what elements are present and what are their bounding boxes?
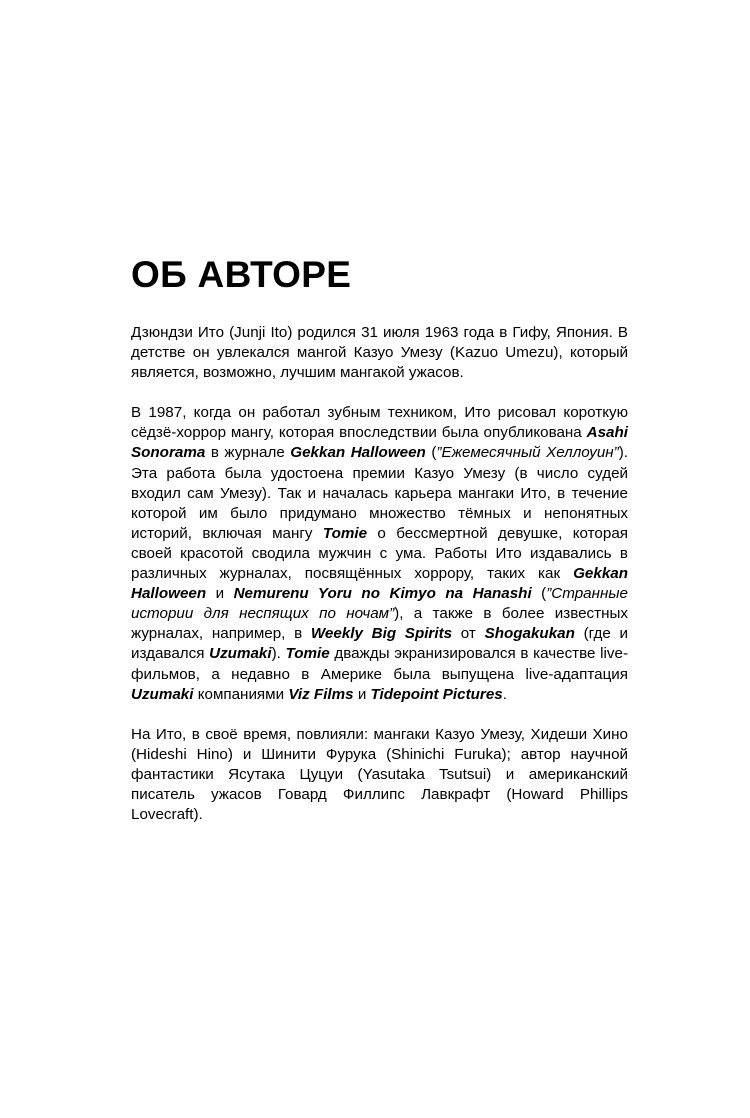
page-content [131, 253, 628, 845]
text-run: ( [531, 585, 547, 603]
emphasized-title: Asahi Sonorama [131, 424, 628, 462]
emphasized-title: Gekkan Halloween [290, 444, 426, 462]
body-text [131, 323, 628, 825]
text-run: Дзюндзи Ито (Junji Ito) родился 31 июля 1963 года в Гифу, Япония. В детстве он увлекался мангой Казуо Умезу (Kazuo Umezu), который является, возможно, лучшим мангакой ужасов. [131, 324, 628, 382]
translated-title: ”Ежемесячный Хеллоуин” [436, 444, 619, 462]
emphasized-title: Uzumaki [131, 685, 194, 703]
text-run: дважды экранизировался в качестве live-фильмов, а недавно в Америке была выпущена live-адаптация [131, 645, 628, 683]
text-run: ), а также в более известных журналах, например, в [131, 605, 628, 643]
emphasized-title: Gekkan Halloween [131, 565, 628, 603]
text-run: и [353, 685, 371, 703]
text-run: . [502, 685, 507, 703]
text-run: ( [425, 444, 437, 462]
emphasized-title: Uzumaki [209, 645, 272, 663]
text-run: В 1987, когда он работал зубным техником, Ито рисовал короткую сёдзё-хоррор мангу, которая впоследствии была опубликована [131, 404, 628, 442]
emphasized-title: Weekly Big Spirits [310, 625, 453, 643]
emphasized-title: Nemurenu Yoru no Kimyo na Hanashi [233, 585, 532, 603]
text-run: в журнале [205, 444, 291, 462]
text-run: На Ито, в своё время, повлияли: мангаки Казуо Умезу, Хидеши Хино (Hideshi Hino) и Шинити Фурука (Shinichi Furuka); автор научной фантастики Ясутака Цуцуи (Yasutaka Tsutsui) и американский писатель ужасов Говард Филлипс Лавкрафт (Howard Phillips Lovecraft). [131, 725, 628, 824]
emphasized-title: Tomie [285, 645, 330, 663]
translated-title: ”Странные истории для неспящих по ночам” [131, 585, 628, 623]
text-run: (где и издавался [131, 625, 628, 663]
emphasized-title: Viz Films [288, 685, 354, 703]
text-run: ). [271, 645, 286, 663]
text-run: компаниями [193, 685, 289, 703]
emphasized-title: Tidepoint Pictures [370, 685, 503, 703]
emphasized-title: Shogakukan [484, 625, 575, 643]
emphasized-title: Tomie [322, 524, 368, 542]
text-run: о бессмертной девушке, которая своей красотой сводила мужчин с ума. Работы Ито издавались в различных журналах, посвящённых хоррору, таких как [131, 524, 628, 583]
paragraph-influences [131, 725, 628, 825]
paragraph-career [131, 403, 628, 704]
text-run: ). Эта работа была удостоена премии Казуо Умезу (в число судей входил сам Умезу). Так и началась карьера мангаки Ито, в течение которой им было придумано множество тёмных и непонятных историй, включая мангу [131, 444, 628, 542]
text-run: и [206, 585, 234, 603]
text-run: от [452, 625, 485, 643]
page-title: ОБ АВТОРЕ [131, 254, 352, 295]
paragraph-birth [131, 323, 628, 383]
